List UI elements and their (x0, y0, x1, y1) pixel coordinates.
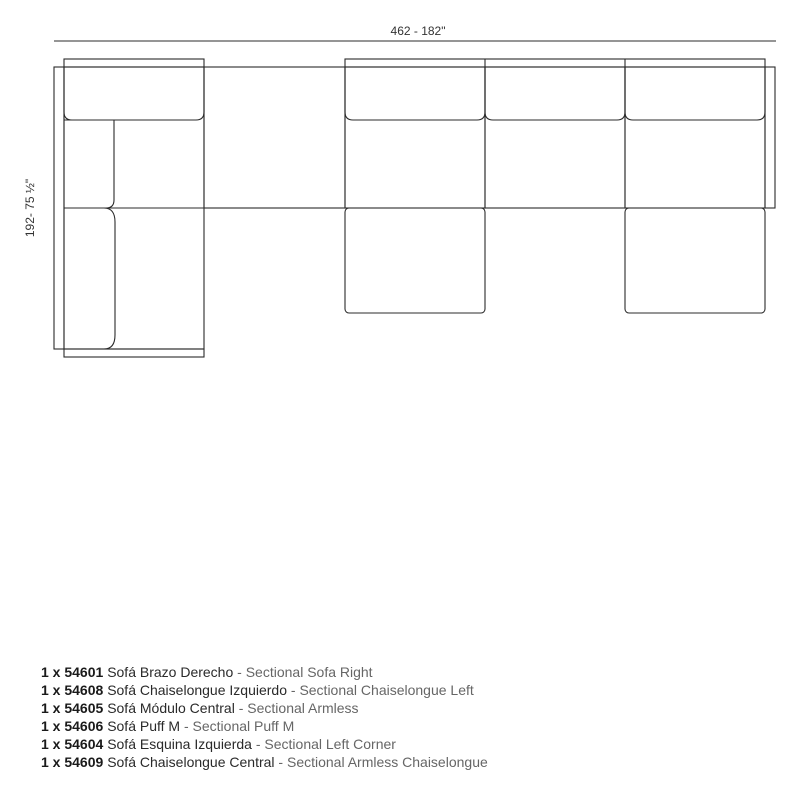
left-arm-frame (54, 67, 64, 349)
chaiselongue-central-extension (345, 208, 485, 313)
corner-back-frame (64, 59, 204, 67)
legend-name-es: Sofá Esquina Izquierda (107, 736, 252, 752)
seat-module-2 (485, 67, 625, 208)
legend-separator: - (251, 736, 265, 752)
legend-item (41, 699, 488, 717)
legend-name-en: Sectional Armless Chaiselongue (286, 754, 488, 770)
legend-separator: - (274, 754, 287, 770)
legend-qty-code: 1 x 54605 (41, 700, 104, 716)
legend-qty-code: 1 x 54604 (41, 736, 104, 752)
back-frame (345, 59, 765, 67)
legend-qty-code: 1 x 54601 (41, 664, 104, 680)
corner-side-cushion (64, 120, 114, 208)
corner-bottom-frame (64, 349, 204, 357)
legend-separator: - (234, 700, 248, 716)
legend-separator: - (286, 682, 300, 698)
legend-item (41, 663, 488, 681)
chaiselongue-side-cushion (64, 208, 115, 349)
legend-qty-code: 1 x 54606 (41, 718, 104, 734)
back-cushion-2 (485, 67, 625, 120)
puff-m-module (204, 67, 345, 208)
legend-name-en: Sectional Chaiselongue Left (299, 682, 474, 698)
legend-qty-code: 1 x 54608 (41, 682, 104, 698)
legend-name-es: Sofá Brazo Derecho (107, 664, 234, 680)
legend-qty-code: 1 x 54609 (41, 754, 104, 770)
legend-separator: - (233, 664, 246, 680)
legend-name-en: Sectional Sofa Right (245, 664, 373, 680)
legend-separator: - (180, 718, 193, 734)
legend-name-es: Sofá Chaiselongue Central (107, 754, 275, 770)
seat-module-3 (625, 67, 765, 208)
legend-item (41, 717, 488, 735)
back-cushion-3 (625, 67, 765, 120)
overall-depth-label: 192- 75 ½" (23, 178, 37, 238)
overall-width-label: 462 - 182" (390, 24, 446, 38)
seat-module-1 (345, 67, 485, 208)
right-arm-frame (765, 67, 775, 208)
legend-item (41, 681, 488, 699)
module-legend (41, 663, 488, 771)
corner-back-cushion (64, 67, 204, 120)
back-cushion-1 (345, 67, 485, 120)
legend-name-es: Sofá Módulo Central (107, 700, 235, 716)
legend-name-en: Sectional Left Corner (264, 736, 396, 752)
legend-item (41, 753, 488, 771)
legend-name-es: Sofá Puff M (107, 718, 181, 734)
legend-name-en: Sectional Armless (247, 700, 359, 716)
legend-item (41, 735, 488, 753)
legend-name-es: Sofá Chaiselongue Izquierdo (107, 682, 287, 698)
chaiselongue-right-extension (625, 208, 765, 313)
legend-name-en: Sectional Puff M (192, 718, 295, 734)
